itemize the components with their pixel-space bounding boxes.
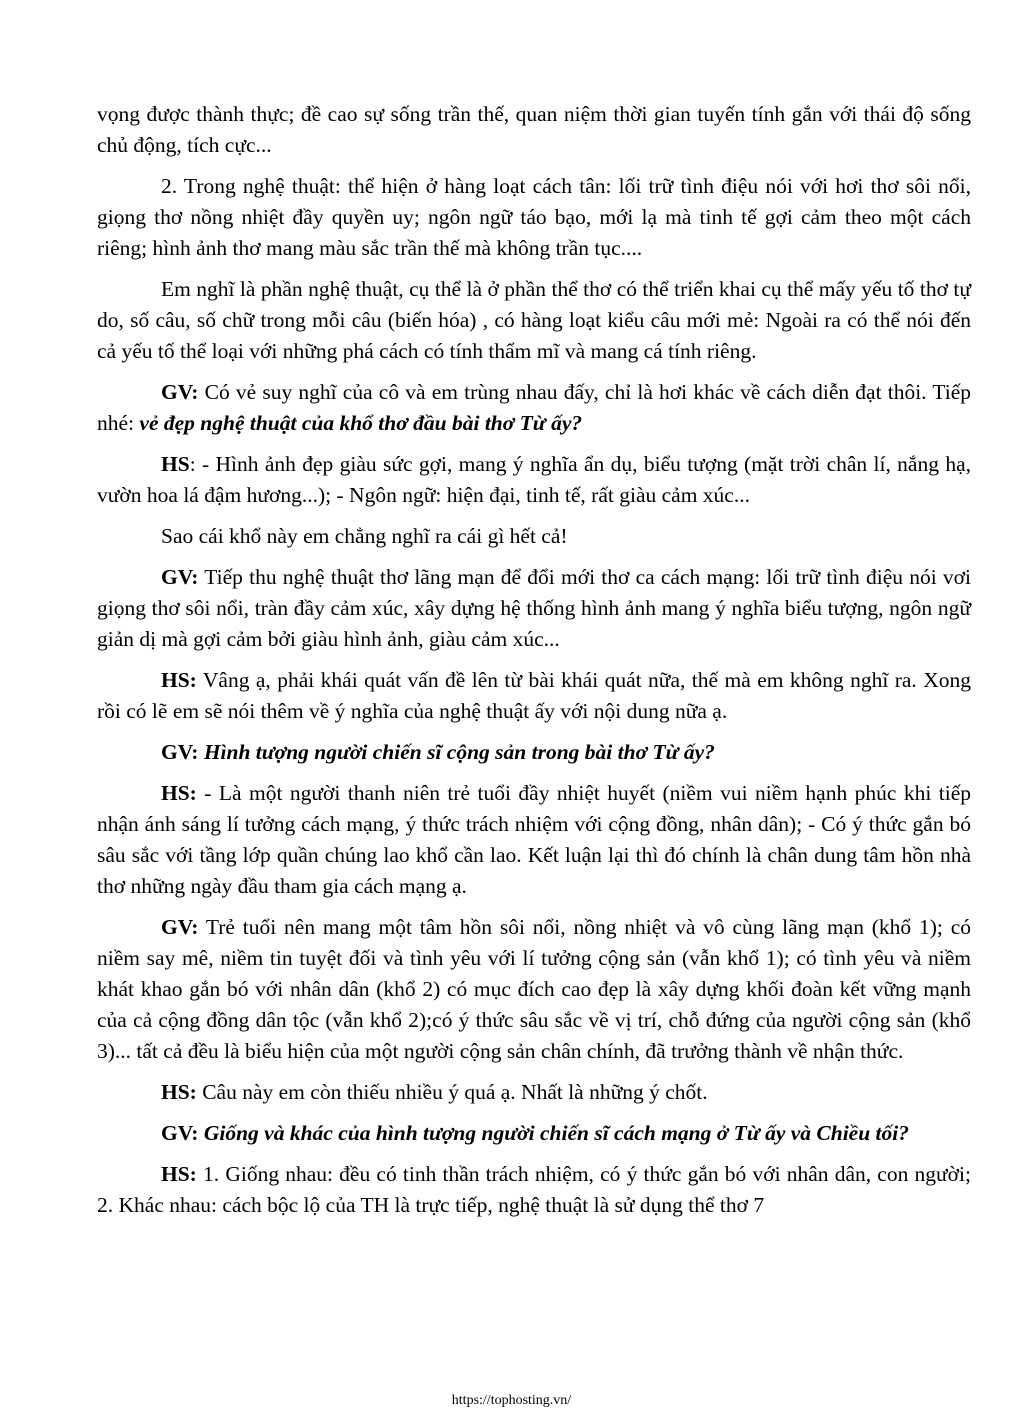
paragraph-text: Tiếp thu nghệ thuật thơ lãng mạn để đổi mới thơ ca cách mạng: lối trữ tình điệu nói vơi giọng thơ sôi nổi, tràn đầy cảm xúc, xây dựng hệ thống hình ảnh mang ý nghĩa biểu tượng, ngôn ngữ giản dị mà gợi cảm bởi giàu hình ảnh, giàu cảm xúc... (97, 565, 971, 651)
paragraph-text: vọng được thành thực; đề cao sự sống trần thế, quan niệm thời gian tuyến tính gắn với thái độ sống chủ động, tích cực... (97, 102, 971, 157)
paragraph (97, 521, 971, 552)
paragraph-text: Có vẻ suy nghĩ của cô và em trùng nhau đấy, chỉ là hơi khác về cách diễn đạt thôi. Tiếp nhé: (97, 380, 971, 435)
paragraph-text: Sao cái khổ này em chẳng nghĩ ra cái gì hết cả! (161, 524, 568, 548)
speaker-label: HS: (161, 1162, 197, 1186)
dialogue-student (97, 449, 971, 511)
speaker-label: GV: (161, 1121, 199, 1145)
dialogue-teacher (97, 912, 971, 1067)
speaker-label: GV: (161, 380, 199, 404)
question-text: Giống và khác của hình tượng người chiến sĩ cách mạng ở Từ ấy và Chiều tối? (203, 1121, 909, 1145)
paragraph (97, 171, 971, 264)
paragraph-text: Em nghĩ là phần nghệ thuật, cụ thể là ở phần thể thơ có thể triển khai cụ thể mấy yếu tố thơ tự do, số câu, số chữ trong mỗi câu (biến hóa) , có hàng loạt kiểu câu mới mẻ: Ngoài ra có thể nói đến cả yếu tố thể loại với những phá cách có tính thẩm mĩ và mang cá tính riêng. (97, 277, 971, 363)
paragraph-text: Câu này em còn thiếu nhiều ý quá ạ. Nhất là những ý chốt. (196, 1080, 708, 1104)
dialogue-teacher (97, 737, 971, 768)
speaker-label: GV: (161, 740, 199, 764)
paragraph-text: Vâng ạ, phải khái quát vấn đề lên từ bài khái quát nữa, thế mà em không nghĩ ra. Xong rồi có lẽ em sẽ nói thêm về ý nghĩa của nghệ thuật ấy với nội dung nữa ạ. (97, 668, 971, 723)
dialogue-student (97, 778, 971, 902)
paragraph-text: 1. Giống nhau: đều có tinh thần trách nhiệm, có ý thức gắn bó với nhân dân, con người; 2. Khác nhau: cách bộc lộ của TH là trực tiếp, nghệ thuật là sử dụng thể thơ 7 (97, 1162, 971, 1217)
dialogue-teacher (97, 562, 971, 655)
speaker-label: GV: (161, 915, 199, 939)
question-text: Hình tượng người chiến sĩ cộng sản trong bài thơ Từ ấy? (203, 740, 715, 764)
dialogue-student (97, 1159, 971, 1221)
dialogue-student (97, 665, 971, 727)
speaker-label: HS (161, 452, 190, 476)
paragraph-text: Trẻ tuổi nên mang một tâm hồn sôi nổi, nồng nhiệt và vô cùng lãng mạn (khổ 1); có niềm say mê, niềm tin tuyệt đối và tình yêu với lí tưởng cộng sản (vẫn khổ 1); có tình yêu và niềm khát khao gắn bó với nhân dân (khổ 2) có mục đích cao đẹp là xây dựng khối đoàn kết vững mạnh của cả cộng đồng dân tộc (vẫn khổ 2);có ý thức sâu sắc về vị trí, chỗ đứng của người cộng sản (khổ 3)... tất cả đều là biểu hiện của một người cộng sản chân chính, đã trưởng thành về nhận thức. (97, 915, 971, 1063)
dialogue-teacher (97, 377, 971, 439)
speaker-label: HS: (161, 1080, 197, 1104)
speaker-label: HS: (161, 781, 197, 805)
paragraph-text: - Là một người thanh niên trẻ tuổi đầy nhiệt huyết (niềm vui niềm hạnh phúc khi tiếp nhận ánh sáng lí tưởng cách mạng, ý thức trách nhiệm với cộng đồng, nhân dân); - Có ý thức gắn bó sâu sắc với tầng lớp quần chúng lao khổ cần lao. Kết luận lại thì đó chính là chân dung tâm hồn nhà thơ những ngày đầu tham gia cách mạng ạ. (97, 781, 971, 898)
footer-url: https://tophosting.vn/ (451, 1393, 572, 1408)
paragraph-text: 2. Trong nghệ thuật: thể hiện ở hàng loạt cách tân: lối trữ tình điệu nói với hơi thơ sôi nổi, giọng thơ nồng nhiệt đầy quyền uy; ngôn ngữ táo bạo, mới lạ mà tinh tế gợi cảm theo một cách riêng; hình ảnh thơ mang màu sắc trần thế mà không trần tục.... (97, 174, 971, 260)
speaker-label: GV: (161, 565, 199, 589)
speaker-label: HS: (161, 668, 197, 692)
question-text: vẻ đẹp nghệ thuật của khổ thơ đầu bài thơ Từ ấy? (139, 411, 583, 435)
dialogue-teacher (97, 1118, 971, 1149)
paragraph (97, 274, 971, 367)
dialogue-student (97, 1077, 971, 1108)
paragraph (97, 99, 971, 161)
document-body (97, 99, 971, 1231)
paragraph-text: : - Hình ảnh đẹp giàu sức gợi, mang ý nghĩa ẩn dụ, biểu tượng (mặt trời chân lí, nắng hạ, vườn hoa lá đậm hương...); - Ngôn ngữ: hiện đại, tinh tế, rất giàu cảm xúc... (97, 452, 971, 507)
